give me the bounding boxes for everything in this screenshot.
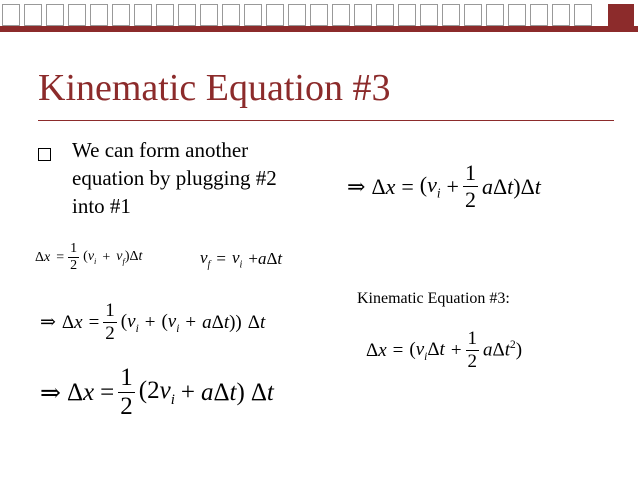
equation-substitution-1: ⇒ Δx = $\frac{1}{2}$ ($v_i$ + ($v_i$ + aΔt)) Δt (40, 300, 266, 345)
decor-box (464, 4, 482, 26)
decor-box (134, 4, 152, 26)
decor-square (608, 4, 634, 26)
decor-box (68, 4, 86, 26)
decor-box (552, 4, 570, 26)
equation-main-right: ⇒ Δx = ($v_i$ + $\frac{1}{2}$ aΔt)Δt (347, 160, 541, 213)
decor-box (46, 4, 64, 26)
title-divider (38, 120, 614, 121)
decor-box (2, 4, 20, 26)
bullet-checkbox-icon (38, 148, 51, 161)
equation-substitution-2: ⇒ Δx = $\frac{1}{2}$ ($2v_i$ + aΔt) Δt (40, 364, 274, 421)
decor-box (310, 4, 328, 26)
slide-title: Kinematic Equation #3 (38, 67, 391, 109)
top-decoration (0, 0, 638, 32)
decor-box (332, 4, 350, 26)
decor-box (266, 4, 284, 26)
decor-box (486, 4, 504, 26)
result-label: Kinematic Equation #3: (357, 290, 510, 307)
decor-box (354, 4, 372, 26)
decor-box (530, 4, 548, 26)
decor-box (574, 4, 592, 26)
equation-final: Δx = ($v_i\Delta t$ + $\frac{1}{2}$ aΔt$^2$) (366, 328, 523, 373)
equation-2: $v_f$ = $v_i$ + aΔt (200, 248, 283, 271)
decor-box (376, 4, 394, 26)
decor-box (156, 4, 174, 26)
decor-box (200, 4, 218, 26)
decor-box (222, 4, 240, 26)
equation-1: Δx = $\frac{1}{2}$ ($v_i$ + $v_f)\Delta t$ (35, 241, 143, 274)
decor-box (24, 4, 42, 26)
decor-box (398, 4, 416, 26)
decor-box (112, 4, 130, 26)
decor-box (420, 4, 438, 26)
decor-box (442, 4, 460, 26)
decor-box (508, 4, 526, 26)
decor-box (178, 4, 196, 26)
decor-strip (0, 26, 638, 32)
decor-box (244, 4, 262, 26)
bullet-text: We can form another equation by plugging #2 into #1 (72, 138, 277, 218)
decor-box (90, 4, 108, 26)
decor-box (288, 4, 306, 26)
